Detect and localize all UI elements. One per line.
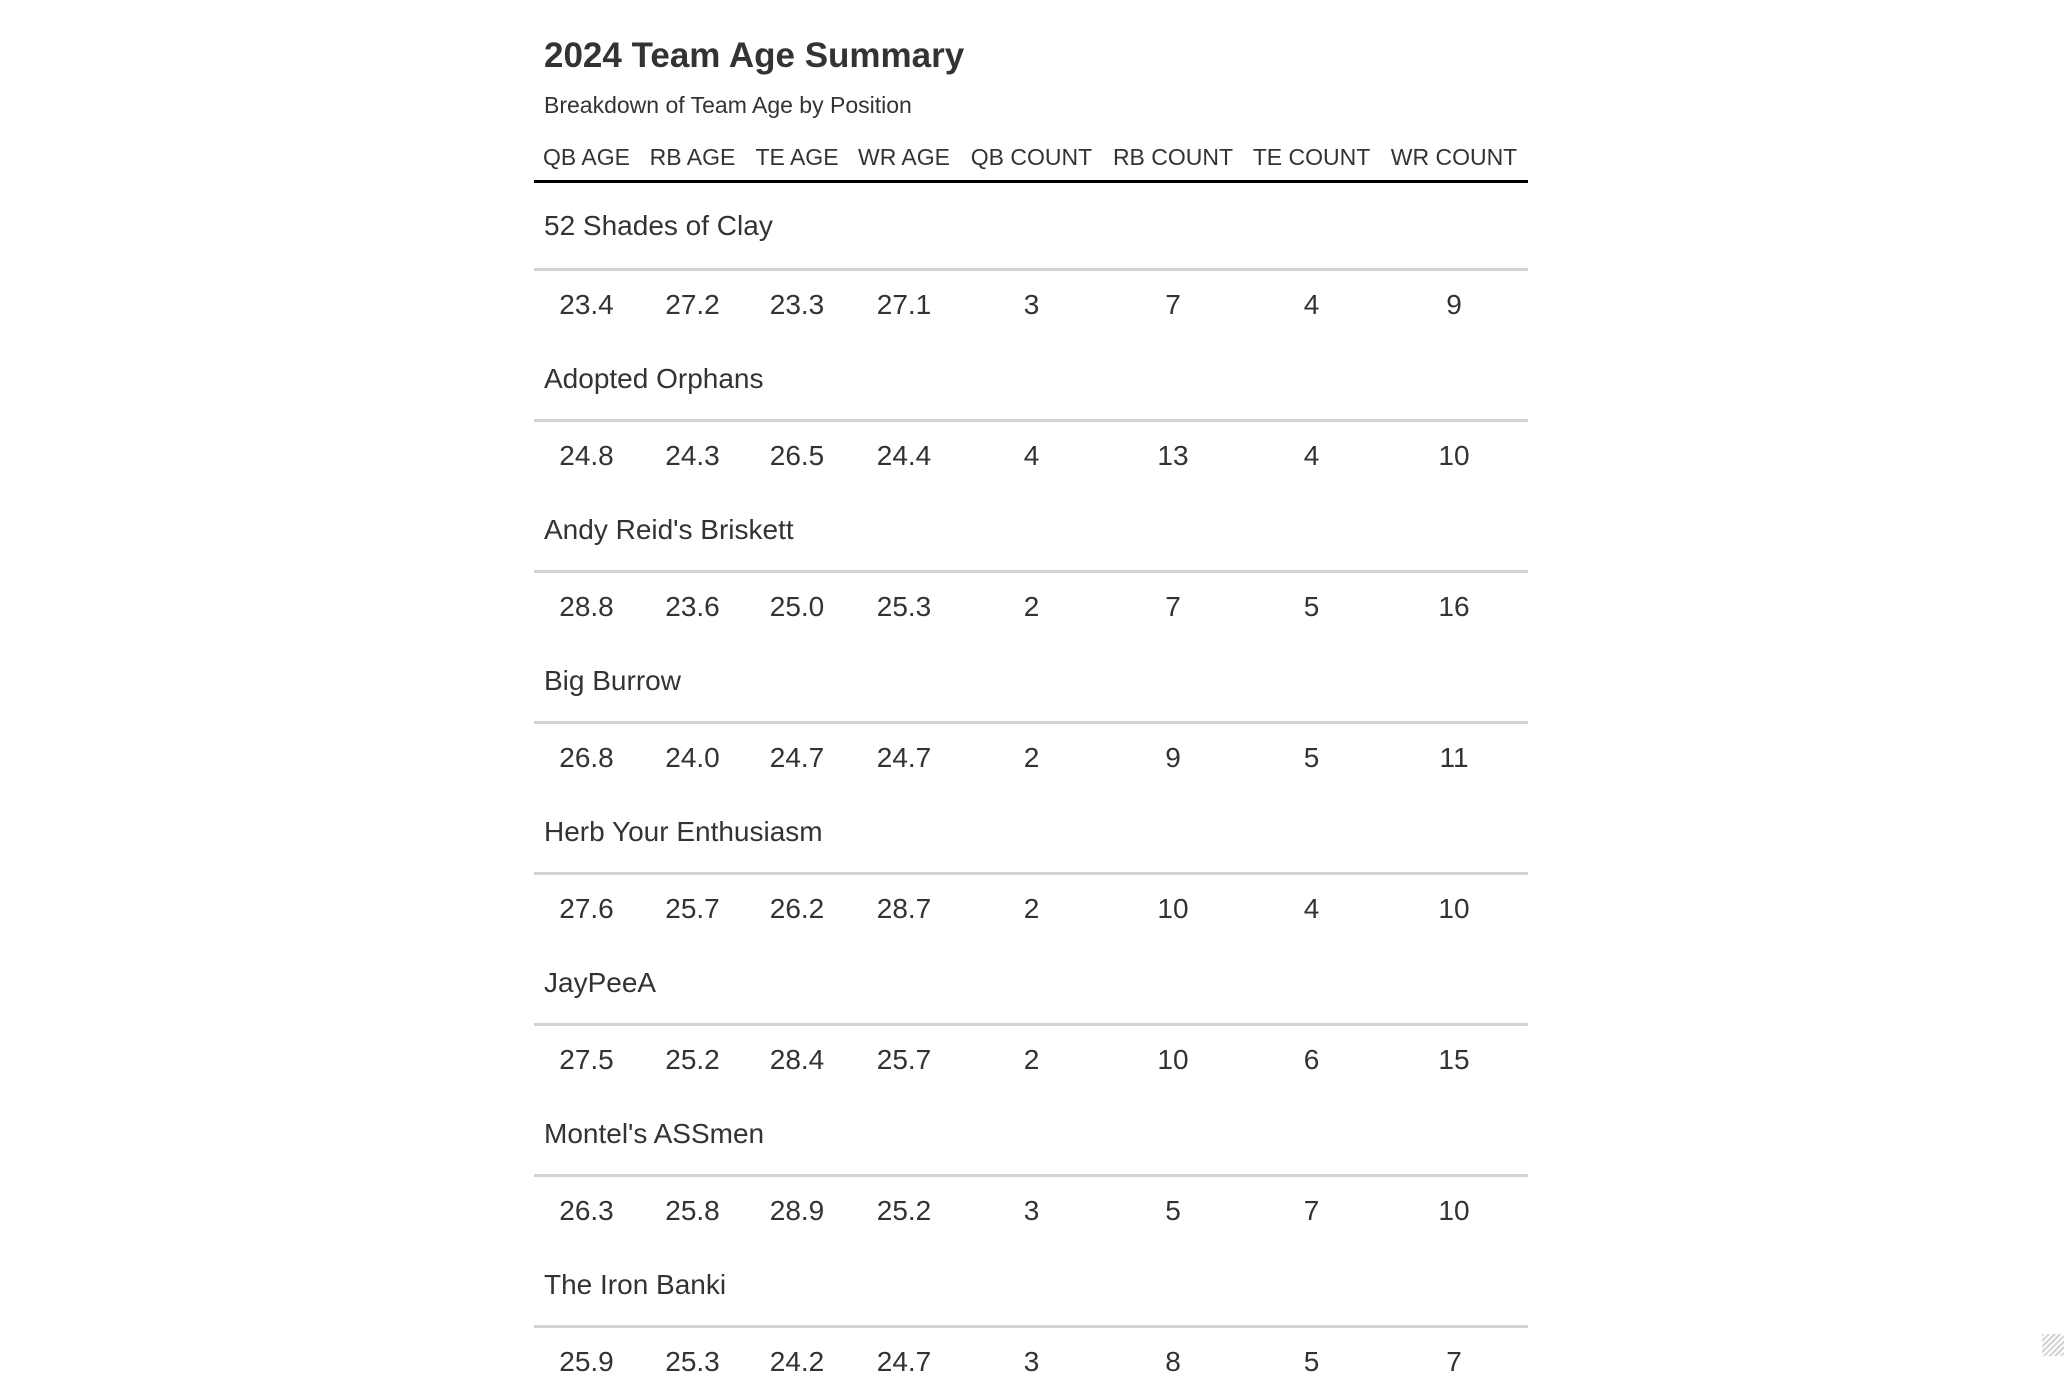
qb-age-cell: 23.4 (534, 270, 639, 339)
wr-count-cell: 9 (1380, 270, 1528, 339)
te-age-cell: 28.4 (746, 1025, 848, 1094)
te-count-cell: 7 (1243, 1176, 1380, 1245)
team-name: Big Burrow (534, 640, 1528, 723)
qb-age-cell: 26.8 (534, 723, 639, 792)
te-count-cell: 4 (1243, 270, 1380, 339)
te-age-cell: 28.9 (746, 1176, 848, 1245)
team-name: Andy Reid's Briskett (534, 489, 1528, 572)
team-group-row (534, 182, 1528, 270)
rb-age-cell: 25.7 (639, 874, 746, 943)
report-subtitle: Breakdown of Team Age by Position (544, 92, 912, 119)
qb-count-cell: 3 (960, 1176, 1103, 1245)
report-title: 2024 Team Age Summary (544, 36, 964, 76)
team-name: Montel's ASSmen (534, 1093, 1528, 1176)
te-age-cell: 26.2 (746, 874, 848, 943)
qb-age-cell: 27.5 (534, 1025, 639, 1094)
rb-count-cell: 7 (1103, 270, 1243, 339)
wr-age-cell: 25.3 (848, 572, 960, 641)
team-data-row (534, 421, 1528, 490)
column-header[interactable]: QB AGE (534, 134, 639, 182)
table-body (534, 182, 1528, 1395)
wr-age-cell: 25.7 (848, 1025, 960, 1094)
team-data-row (534, 1176, 1528, 1245)
rb-age-cell: 25.3 (639, 1327, 746, 1395)
team-data-row (534, 723, 1528, 792)
qb-count-cell: 2 (960, 723, 1103, 792)
column-header[interactable]: WR AGE (848, 134, 960, 182)
wr-count-cell: 10 (1380, 1176, 1528, 1245)
wr-age-cell: 28.7 (848, 874, 960, 943)
qb-count-cell: 4 (960, 421, 1103, 490)
team-group-row (534, 489, 1528, 572)
rb-count-cell: 13 (1103, 421, 1243, 490)
team-name: The Iron Banki (534, 1244, 1528, 1327)
wr-count-cell: 10 (1380, 874, 1528, 943)
qb-count-cell: 2 (960, 874, 1103, 943)
qb-count-cell: 2 (960, 572, 1103, 641)
team-group-row (534, 942, 1528, 1025)
wr-count-cell: 11 (1380, 723, 1528, 792)
te-count-cell: 4 (1243, 874, 1380, 943)
te-age-cell: 24.7 (746, 723, 848, 792)
team-group-row (534, 1093, 1528, 1176)
team-group-row (534, 338, 1528, 421)
column-header[interactable]: QB COUNT (960, 134, 1103, 182)
team-data-row (534, 270, 1528, 339)
team-data-row (534, 572, 1528, 641)
rb-age-cell: 24.3 (639, 421, 746, 490)
wr-count-cell: 15 (1380, 1025, 1528, 1094)
wr-age-cell: 24.7 (848, 1327, 960, 1395)
te-age-cell: 23.3 (746, 270, 848, 339)
qb-count-cell: 2 (960, 1025, 1103, 1094)
wr-age-cell: 27.1 (848, 270, 960, 339)
rb-age-cell: 25.8 (639, 1176, 746, 1245)
column-header[interactable]: WR COUNT (1380, 134, 1528, 182)
column-header[interactable]: RB AGE (639, 134, 746, 182)
wr-age-cell: 24.4 (848, 421, 960, 490)
te-age-cell: 25.0 (746, 572, 848, 641)
wr-age-cell: 25.2 (848, 1176, 960, 1245)
qb-count-cell: 3 (960, 270, 1103, 339)
rb-count-cell: 9 (1103, 723, 1243, 792)
rb-age-cell: 25.2 (639, 1025, 746, 1094)
team-data-row (534, 1327, 1528, 1395)
team-name: 52 Shades of Clay (534, 182, 1528, 270)
rb-count-cell: 7 (1103, 572, 1243, 641)
team-group-row (534, 1244, 1528, 1327)
team-name: JayPeeA (534, 942, 1528, 1025)
resize-grip[interactable] (2042, 1334, 2064, 1356)
qb-count-cell: 3 (960, 1327, 1103, 1395)
column-header[interactable]: RB COUNT (1103, 134, 1243, 182)
table-header (534, 134, 1528, 182)
qb-age-cell: 24.8 (534, 421, 639, 490)
team-group-row (534, 791, 1528, 874)
header-row (534, 134, 1528, 182)
rb-count-cell: 10 (1103, 1025, 1243, 1094)
rb-age-cell: 24.0 (639, 723, 746, 792)
wr-count-cell: 16 (1380, 572, 1528, 641)
wr-age-cell: 24.7 (848, 723, 960, 792)
rb-count-cell: 5 (1103, 1176, 1243, 1245)
te-age-cell: 24.2 (746, 1327, 848, 1395)
team-data-row (534, 874, 1528, 943)
wr-count-cell: 7 (1380, 1327, 1528, 1395)
rb-count-cell: 10 (1103, 874, 1243, 943)
te-count-cell: 4 (1243, 421, 1380, 490)
qb-age-cell: 26.3 (534, 1176, 639, 1245)
rb-count-cell: 8 (1103, 1327, 1243, 1395)
rb-age-cell: 27.2 (639, 270, 746, 339)
te-count-cell: 5 (1243, 1327, 1380, 1395)
column-header[interactable]: TE COUNT (1243, 134, 1380, 182)
te-age-cell: 26.5 (746, 421, 848, 490)
rb-age-cell: 23.6 (639, 572, 746, 641)
te-count-cell: 6 (1243, 1025, 1380, 1094)
team-name: Adopted Orphans (534, 338, 1528, 421)
te-count-cell: 5 (1243, 723, 1380, 792)
qb-age-cell: 25.9 (534, 1327, 639, 1395)
qb-age-cell: 27.6 (534, 874, 639, 943)
team-data-row (534, 1025, 1528, 1094)
column-header[interactable]: TE AGE (746, 134, 848, 182)
team-age-table (534, 134, 1528, 1395)
team-name: Herb Your Enthusiasm (534, 791, 1528, 874)
wr-count-cell: 10 (1380, 421, 1528, 490)
team-group-row (534, 640, 1528, 723)
te-count-cell: 5 (1243, 572, 1380, 641)
qb-age-cell: 28.8 (534, 572, 639, 641)
